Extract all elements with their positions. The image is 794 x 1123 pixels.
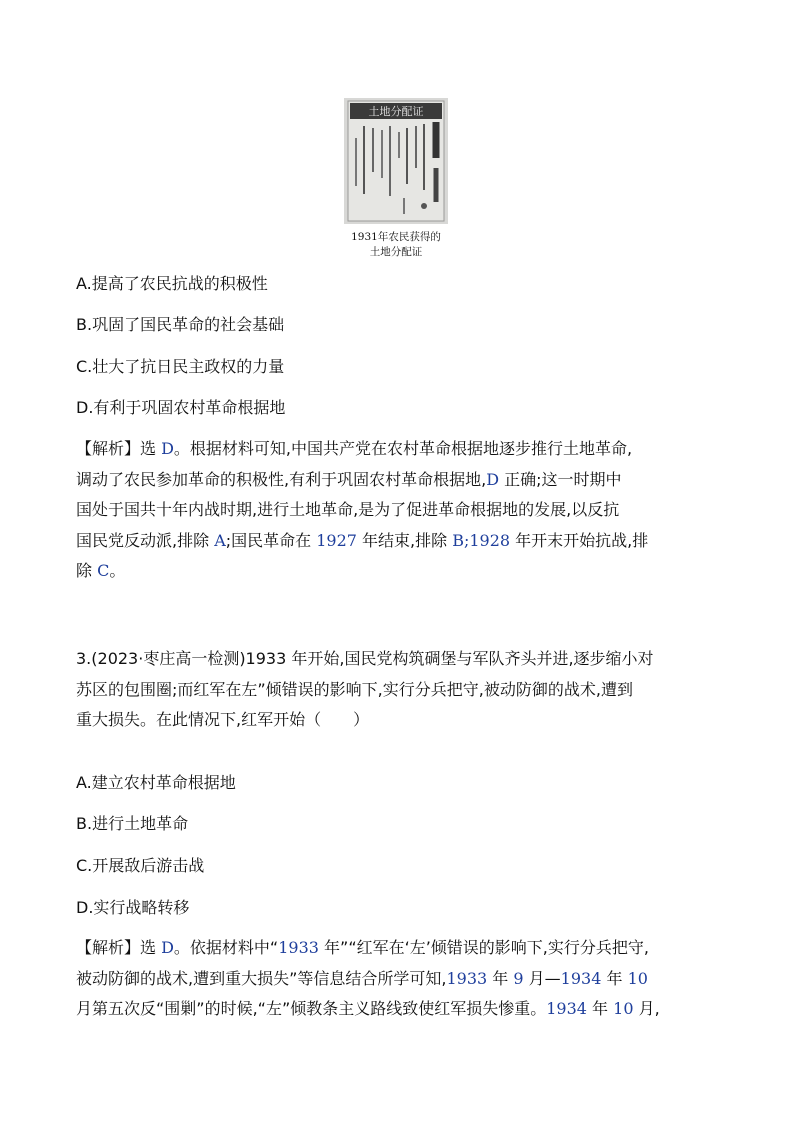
q3-analysis-line: 【解析】选 D。依据材料中“1933 年”“红军在‘左’倾错误的影响下,实行分兵把守, xyxy=(76,938,649,957)
figure-caption-line1: 1931年农民获得的 xyxy=(351,231,441,243)
q3-option-d: D.实行战略转移 xyxy=(76,898,190,917)
q3-option-c: C.开展敌后游击战 xyxy=(76,856,205,875)
q3-analysis-line: 月第五次反“围剿”的时候,“左”倾教条主义路线致使红军损失惨重。1934 年 10 月, xyxy=(76,999,660,1018)
q2-analysis-line: 国民党反动派,排除 A;国民革命在 1927 年结束,排除 B;1928 年开末开始抗战,排 xyxy=(76,530,649,550)
q2-analysis-line: 国处于国共十年内战时期,进行土地革命,是为了促进革命根据地的发展,以反抗 xyxy=(76,500,620,519)
q3-option-b: B.进行土地革命 xyxy=(76,814,189,833)
q2-option-a: A.提高了农民抗战的积极性 xyxy=(76,274,268,293)
q3-stem-line: 重大损失。在此情况下,红军开始（ ） xyxy=(76,710,370,729)
q3-stem xyxy=(76,644,726,736)
q2-analysis xyxy=(76,434,726,587)
figure-caption-line2: 土地分配证 xyxy=(369,246,423,258)
q3-analysis-line: 被动防御的战术,遭到重大损失”等信息结合所学可知,1933 年 9 月—1934 年 10 xyxy=(76,968,648,988)
q2-analysis-line: 调动了农民参加革命的积极性,有利于巩固农村革命根据地,D 正确;这一时期中 xyxy=(76,469,622,489)
q2-analysis-line: 【解析】选 D。根据材料可知,中国共产党在农村革命根据地逐步推行土地革命, xyxy=(76,439,633,458)
land-certificate-image xyxy=(344,98,448,224)
q3-stem-line: 苏区的包围圈;而红军在左”倾错误的影响下,实行分兵把守,被动防御的战术,遭到 xyxy=(76,679,633,699)
q3-option-a: A.建立农村革命根据地 xyxy=(76,773,236,792)
certificate-heading: 土地分配证 xyxy=(368,105,424,118)
q2-option-d: D.有利于巩固农村革命根据地 xyxy=(76,398,286,417)
q2-analysis-line: 除 C。 xyxy=(76,561,126,580)
q3-analysis xyxy=(76,933,726,1025)
q2-option-b: B.巩固了国民革命的社会基础 xyxy=(76,315,285,334)
figure-caption xyxy=(344,230,448,260)
certificate-figure xyxy=(344,98,448,260)
land-certificate-photo xyxy=(344,98,448,224)
q2-option-c: C.壮大了抗日民主政权的力量 xyxy=(76,357,285,376)
q3-stem-line: 3.(2023·枣庄高一检测)1933 年开始,国民党构筑碉堡与军队齐头并进,逐步缩小对 xyxy=(76,649,654,668)
